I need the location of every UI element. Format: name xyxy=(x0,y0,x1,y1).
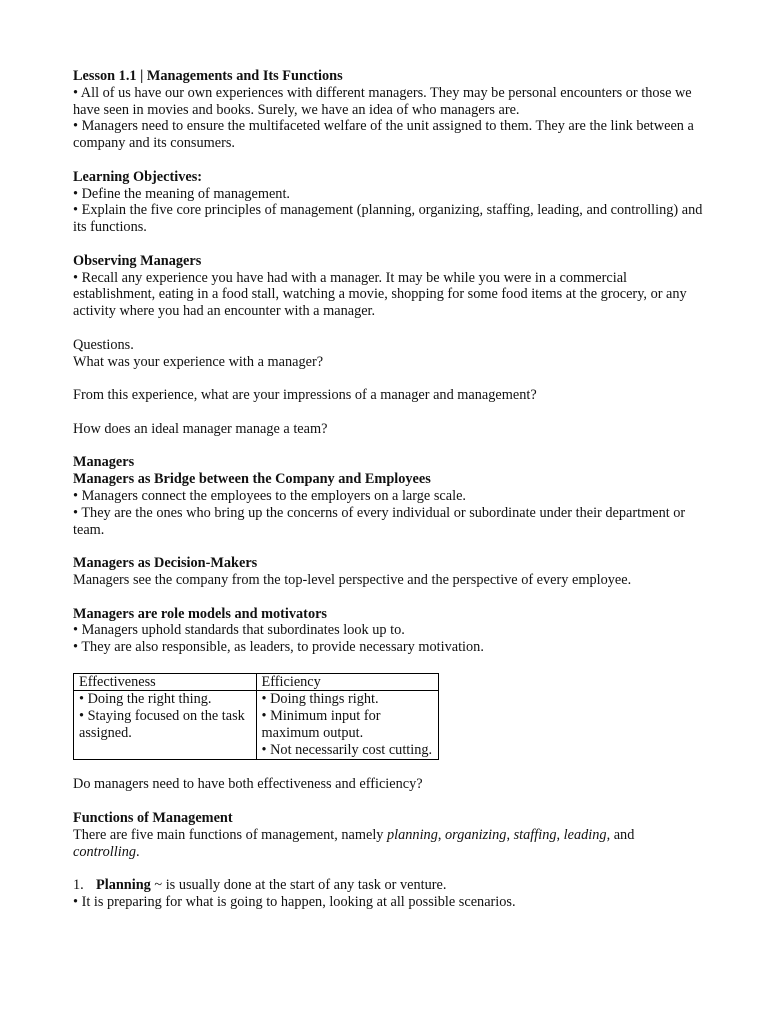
table-header-efficiency: Efficiency xyxy=(256,673,438,691)
document-page xyxy=(73,68,703,911)
planning-term: Planning xyxy=(96,877,151,894)
planning-number: 1. xyxy=(73,877,84,894)
question-1: What was your experience with a manager? xyxy=(73,353,324,370)
questions-heading: Questions. xyxy=(73,336,134,353)
lesson-title: Lesson 1.1 | Managements and Its Functions xyxy=(73,68,343,84)
functions-heading: Functions of Management xyxy=(73,810,233,827)
role-item-1: • Managers uphold standards that subordinates look up to. xyxy=(73,622,405,639)
bridge-item-2: • They are the ones who bring up the concerns of every individual or subordinate under their department or team. xyxy=(73,504,686,538)
planning-line xyxy=(96,877,446,894)
objective-item-1: • Define the meaning of management. xyxy=(73,185,290,202)
question-both: Do managers need to have both effectiveness and efficiency? xyxy=(73,776,423,793)
table-row xyxy=(74,691,439,759)
efficiency-item-3: • Not necessarily cost cutting. xyxy=(261,741,433,758)
efficiency-item-1: • Doing things right. xyxy=(261,691,379,708)
bridge-item-1: • Managers connect the employees to the employers on a large scale. xyxy=(73,487,466,504)
table-cell-efficiency xyxy=(256,691,438,759)
function-controlling: controlling xyxy=(73,843,137,860)
table-cell-effectiveness xyxy=(74,691,257,759)
table-header-row xyxy=(74,673,439,691)
role-heading: Managers are role models and motivators xyxy=(73,605,327,622)
observing-text: • Recall any experience you have had with a manager. It may be while you were in a commercial establishment, eating in a food stall, watching a movie, shopping for some food items at the grocery, or any activity where you had an encounter with a manager. xyxy=(73,269,687,320)
observing-heading: Observing Managers xyxy=(73,252,202,269)
function-leading: leading xyxy=(563,826,607,843)
managers-heading: Managers xyxy=(73,454,135,471)
effectiveness-efficiency-table xyxy=(73,673,439,760)
role-item-2: • They are also responsible, as leaders, to provide necessary motivation. xyxy=(73,639,484,656)
function-planning: planning xyxy=(387,826,438,843)
function-staffing: staffing xyxy=(513,826,557,843)
effectiveness-item-2: • Staying focused on the task assigned. xyxy=(79,708,245,742)
question-3: How does an ideal manager manage a team? xyxy=(73,420,328,437)
planning-list-item xyxy=(73,877,703,894)
question-2: From this experience, what are your impressions of a manager and management? xyxy=(73,387,537,404)
effectiveness-item-1: • Doing the right thing. xyxy=(79,691,212,708)
bridge-heading: Managers as Bridge between the Company and Employees xyxy=(73,471,431,488)
table-header-effectiveness: Effectiveness xyxy=(74,673,257,691)
efficiency-item-2: • Minimum input for maximum output. xyxy=(261,708,381,742)
function-organizing: organizing xyxy=(445,826,507,843)
planning-text: ~ is usually done at the start of any task or venture. xyxy=(150,877,447,894)
planning-bullet: • It is preparing for what is going to happen, looking at all possible scenarios. xyxy=(73,894,516,911)
functions-intro: There are five main functions of management, namely planning, organizing, staffing, leading, and controlling. xyxy=(73,826,635,860)
intro-paragraph-2: • Managers need to ensure the multifaceted welfare of the unit assigned to them. They are the link between a company and its consumers. xyxy=(73,118,694,152)
intro-paragraph-1: • All of us have our own experiences with different managers. They may be personal encounters or those we have seen in movies and books. Surely, we have an idea of who managers are. xyxy=(73,84,692,118)
decision-heading: Managers as Decision-Makers xyxy=(73,555,258,572)
decision-text: Managers see the company from the top-level perspective and the perspective of every employee. xyxy=(73,571,632,588)
objectives-heading: Learning Objectives: xyxy=(73,168,203,185)
objective-item-2: • Explain the five core principles of management (planning, organizing, staffing, leading, and controlling) and its functions. xyxy=(73,202,703,236)
